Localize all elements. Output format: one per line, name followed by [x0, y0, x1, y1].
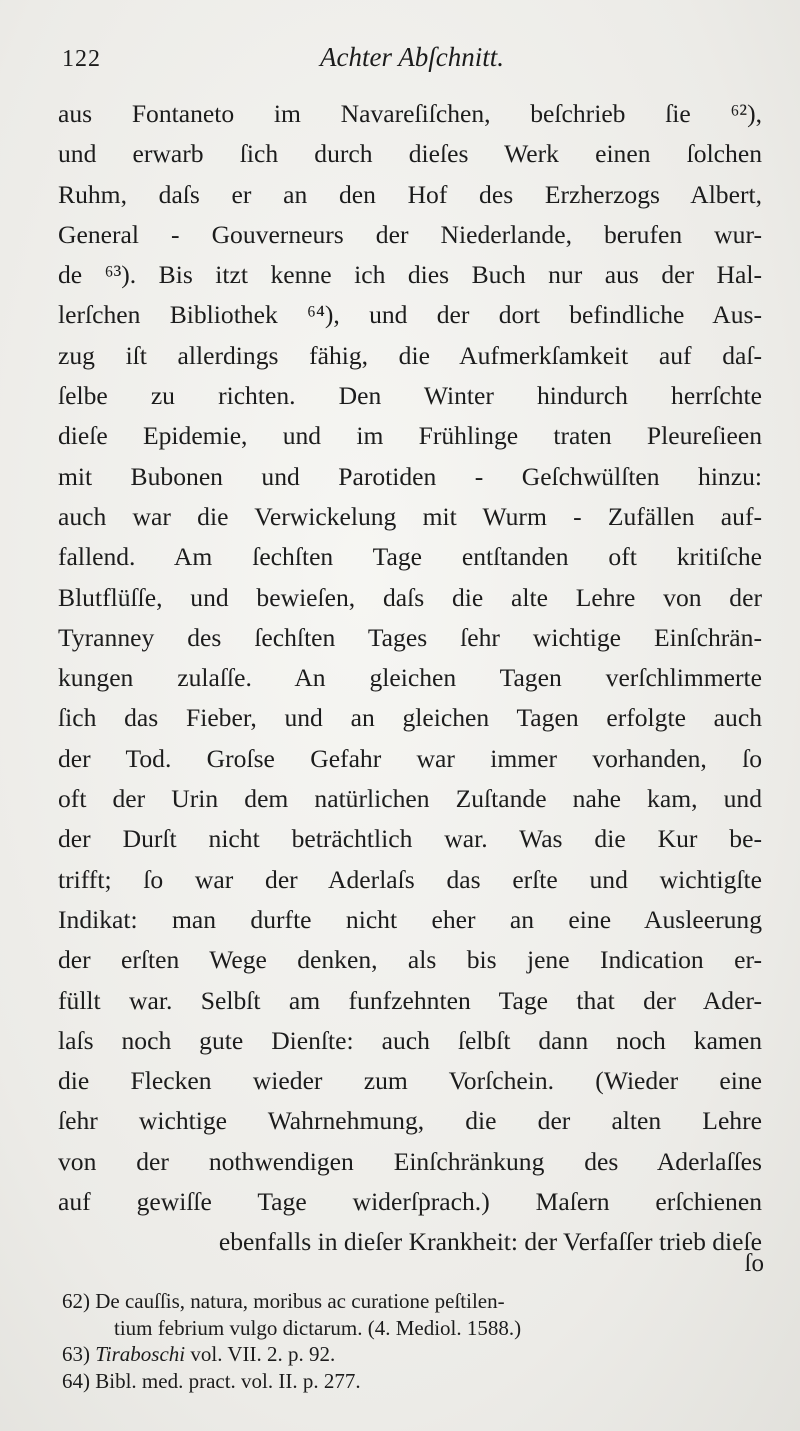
text-line: General - Gouverneurs der Niederlande, berufen wur-	[58, 219, 762, 249]
text-line: Tyranney des ſechſten Tages ſehr wichtige Einſchrän-	[58, 622, 762, 652]
text-line: von der nothwendigen Einſchränkung des Aderlaſſes	[58, 1146, 762, 1176]
text-line: fallend. Am ſechſten Tage entſtanden oft kritiſche	[58, 542, 762, 572]
text-line: mit Bubonen und Parotiden - Geſchwülſten hinzu:	[58, 461, 762, 491]
text-line: auf gewiſſe Tage widerſprach.) Maſern erſchienen	[58, 1187, 762, 1217]
footnote-62-line-2: tium febrium vulgo dictarum. (4. Mediol. 1588.)	[114, 1315, 522, 1340]
footnote-62-line-1: 62) De cauſſis, natura, moribus ac curatione peſtilen-	[62, 1289, 505, 1313]
page-number: 122	[62, 46, 101, 72]
text-line: die Flecken wieder zum Vorſchein. (Wieder eine	[58, 1066, 762, 1096]
text-line: Ruhm, daſs er an den Hof des Erzherzogs Albert,	[58, 179, 762, 209]
text-line: kungen zulaſſe. An gleichen Tagen verſchlimmerte	[58, 663, 762, 693]
text-line: der Durſt nicht beträchtlich war. Was die Kur be-	[58, 824, 762, 854]
text-line: Indikat: man durfte nicht eher an eine Ausleerung	[58, 904, 762, 934]
text-line: de ⁶³). Bis itzt kenne ich dies Buch nur aus der Hal-	[58, 260, 762, 290]
text-line: und erwarb ſich durch dieſes Werk einen ſolchen	[58, 139, 762, 169]
footnote-63-author: Tiraboschi	[95, 1342, 186, 1366]
text-line: ſich das Fieber, und an gleichen Tagen erfolgte auch	[58, 703, 762, 733]
text-line: der erſten Wege denken, als bis jene Indication er-	[58, 945, 762, 975]
text-line: ebenfalls in dieſer Krankheit: der Verfaſſer trieb dieſe	[218, 1227, 762, 1257]
text-line: auch war die Verwickelung mit Wurm - Zufällen auf-	[58, 501, 762, 531]
text-line: oft der Urin dem natürlichen Zuſtande nahe kam, und	[58, 784, 762, 814]
text-line: zug iſt allerdings fähig, die Aufmerkſamkeit auf daſ-	[58, 340, 762, 370]
catchword: ſo	[744, 1250, 764, 1277]
text-line: ſelbe zu richten. Den Winter hindurch herrſchte	[58, 381, 762, 411]
text-line: laſs noch gute Dienſte: auch ſelbſt dann noch kamen	[58, 1025, 762, 1055]
footnote-63	[62, 1341, 762, 1368]
text-line: aus Fontaneto im Navareſiſchen, beſchrieb ſie ⁶²),	[58, 99, 762, 128]
footnote-64: 64) Bibl. med. pract. vol. II. p. 277.	[62, 1368, 361, 1393]
text-line: dieſe Epidemie, und im Frühlinge traten Pleureſieen	[58, 421, 762, 451]
text-line: ſehr wichtige Wahrnehmung, die der alten Lehre	[58, 1106, 762, 1136]
text-line: Blutflüſſe, und bewieſen, daſs die alte Lehre von der	[58, 582, 762, 612]
text-line: lerſchen Bibliothek ⁶⁴), und der dort befindliche Aus-	[58, 300, 762, 330]
footnotes	[62, 1288, 762, 1394]
page-header	[62, 42, 762, 78]
body-text	[58, 94, 762, 1263]
running-title: Achter Abſchnitt.	[320, 42, 504, 72]
text-line: füllt war. Selbſt am funfzehnten Tage that der Ader-	[58, 985, 762, 1015]
footnote-63-number: 63)	[62, 1342, 90, 1366]
text-line: der Tod. Groſse Gefahr war immer vorhanden, ſo	[58, 743, 762, 773]
text-line: trifft; ſo war der Aderlaſs das erſte und wichtigſte	[58, 864, 762, 894]
footnote-63-reference: vol. VII. 2. p. 92.	[190, 1342, 336, 1366]
